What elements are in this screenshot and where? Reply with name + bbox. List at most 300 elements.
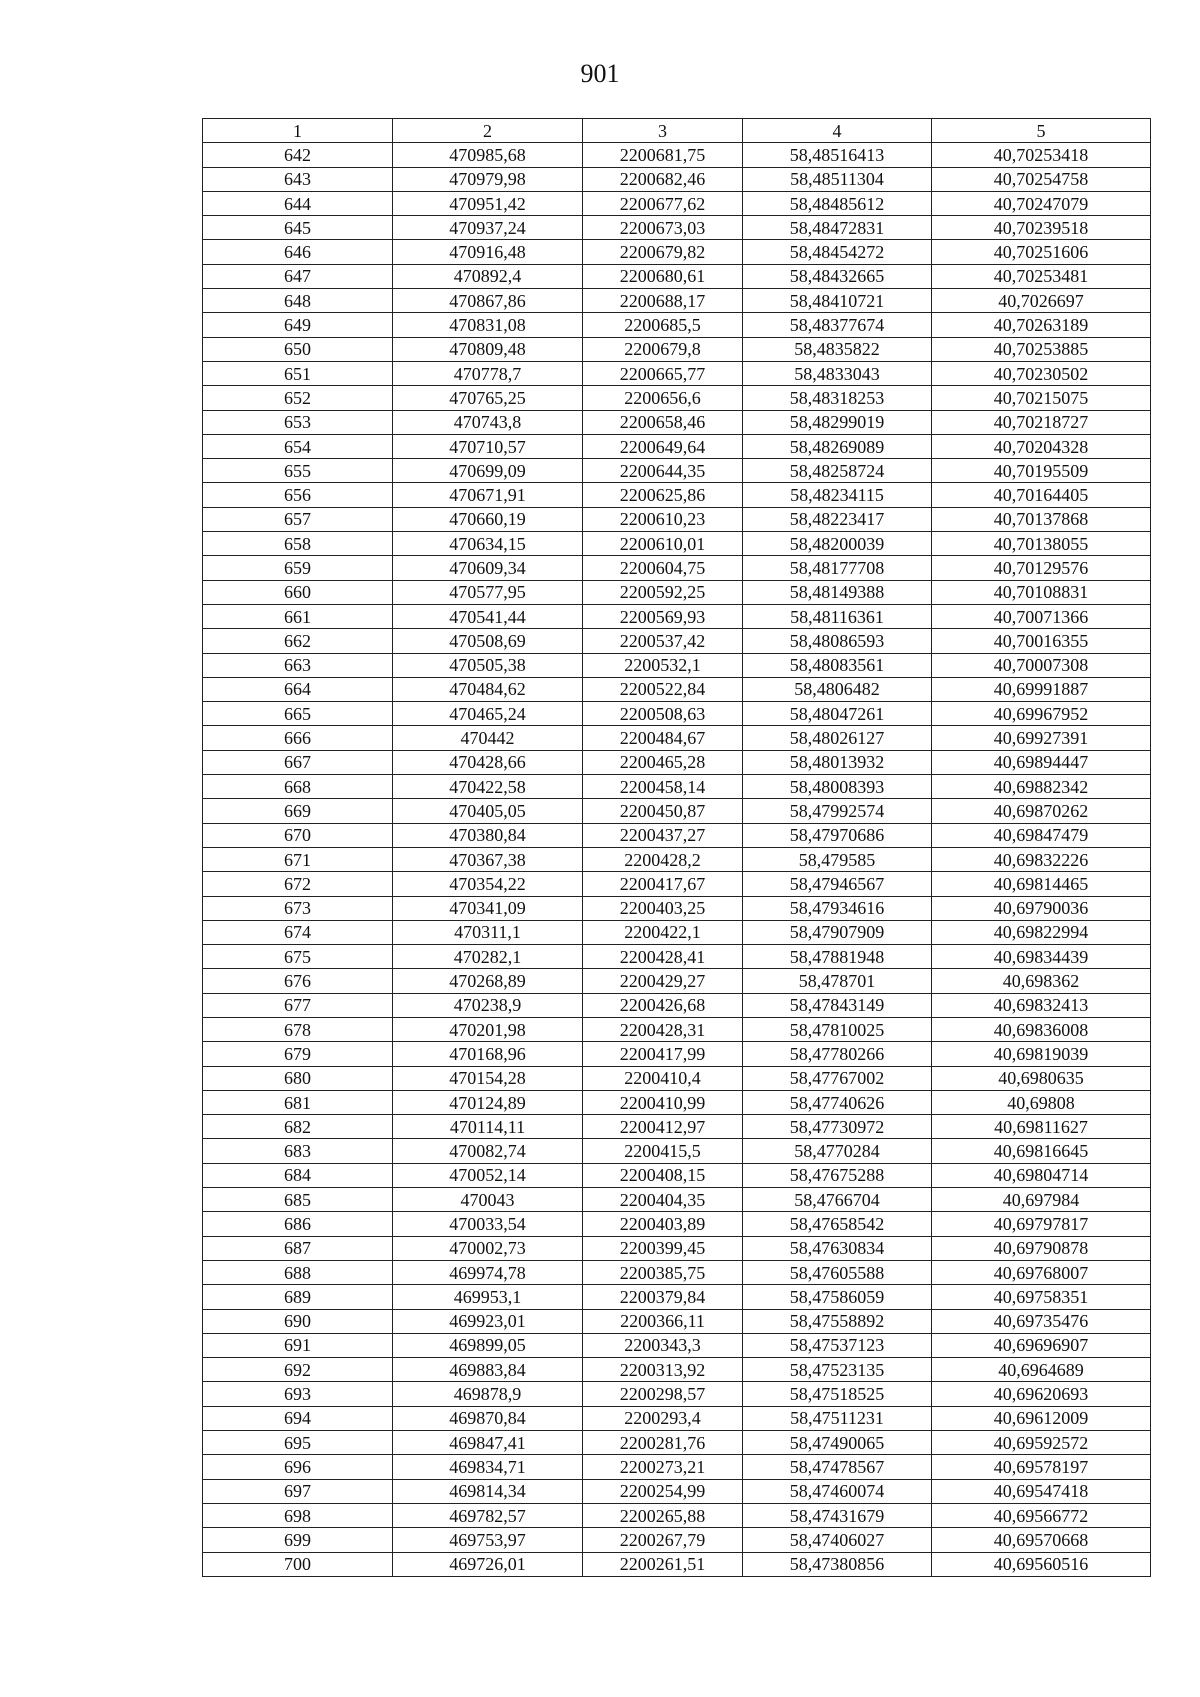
table-cell-col-2: 469878,9 <box>393 1382 583 1406</box>
table-cell-col-2: 470428,66 <box>393 750 583 774</box>
table-cell-col-4: 58,48472831 <box>743 216 932 240</box>
table-row <box>203 969 1151 993</box>
table-cell-col-3: 2200343,3 <box>583 1333 743 1357</box>
table-cell-col-5: 40,70016355 <box>932 629 1151 653</box>
table-cell-col-1: 677 <box>203 993 393 1017</box>
table-cell-col-5: 40,69967952 <box>932 702 1151 726</box>
table-cell-col-3: 2200680,61 <box>583 264 743 288</box>
table-cell-col-2: 469953,1 <box>393 1285 583 1309</box>
table-row <box>203 313 1151 337</box>
table-cell-col-4: 58,4833043 <box>743 361 932 385</box>
table-cell-col-5: 40,69836008 <box>932 1017 1151 1041</box>
column-header-5: 5 <box>932 119 1151 143</box>
table-cell-col-3: 2200422,1 <box>583 920 743 944</box>
table-cell-col-1: 694 <box>203 1406 393 1430</box>
table-cell-col-4: 58,47523135 <box>743 1358 932 1382</box>
table-cell-col-4: 58,48177708 <box>743 556 932 580</box>
table-cell-col-5: 40,69811627 <box>932 1115 1151 1139</box>
table-cell-col-3: 2200681,75 <box>583 143 743 167</box>
table-row <box>203 920 1151 944</box>
table-cell-col-2: 470765,25 <box>393 386 583 410</box>
table-cell-col-5: 40,70138055 <box>932 532 1151 556</box>
table-cell-col-5: 40,69696907 <box>932 1333 1151 1357</box>
table-cell-col-4: 58,48269089 <box>743 434 932 458</box>
table-cell-col-1: 698 <box>203 1503 393 1527</box>
table-cell-col-3: 2200428,31 <box>583 1017 743 1041</box>
table-cell-col-5: 40,69592572 <box>932 1431 1151 1455</box>
table-cell-col-4: 58,47675288 <box>743 1163 932 1187</box>
table-cell-col-4: 58,47881948 <box>743 945 932 969</box>
table-cell-col-5: 40,7026697 <box>932 289 1151 313</box>
table-cell-col-1: 656 <box>203 483 393 507</box>
table-cell-col-5: 40,69834439 <box>932 945 1151 969</box>
table-cell-col-1: 689 <box>203 1285 393 1309</box>
table-row <box>203 775 1151 799</box>
table-cell-col-2: 470465,24 <box>393 702 583 726</box>
table-row <box>203 1358 1151 1382</box>
table-cell-col-1: 691 <box>203 1333 393 1357</box>
table-row <box>203 264 1151 288</box>
table-cell-col-2: 470268,89 <box>393 969 583 993</box>
table-cell-col-3: 2200254,99 <box>583 1479 743 1503</box>
column-header-2: 2 <box>393 119 583 143</box>
table-cell-col-1: 643 <box>203 167 393 191</box>
table-row <box>203 483 1151 507</box>
table-row <box>203 459 1151 483</box>
table-cell-col-2: 470367,38 <box>393 847 583 871</box>
table-cell-col-5: 40,6964689 <box>932 1358 1151 1382</box>
table-cell-col-3: 2200522,84 <box>583 677 743 701</box>
table-cell-col-4: 58,47934616 <box>743 896 932 920</box>
table-cell-col-4: 58,47992574 <box>743 799 932 823</box>
table-cell-col-2: 470867,86 <box>393 289 583 313</box>
table-cell-col-3: 2200685,5 <box>583 313 743 337</box>
table-cell-col-3: 2200261,51 <box>583 1552 743 1576</box>
table-cell-col-1: 647 <box>203 264 393 288</box>
table-cell-col-4: 58,47558892 <box>743 1309 932 1333</box>
table-cell-col-1: 700 <box>203 1552 393 1576</box>
table-row <box>203 1309 1151 1333</box>
table-cell-col-3: 2200426,68 <box>583 993 743 1017</box>
table-cell-col-4: 58,47511231 <box>743 1406 932 1430</box>
table-cell-col-1: 665 <box>203 702 393 726</box>
table-cell-col-5: 40,70254758 <box>932 167 1151 191</box>
table-cell-col-4: 58,48116361 <box>743 604 932 628</box>
table-cell-col-4: 58,48086593 <box>743 629 932 653</box>
column-header-4: 4 <box>743 119 932 143</box>
table-cell-col-2: 470354,22 <box>393 872 583 896</box>
table-cell-col-1: 659 <box>203 556 393 580</box>
table-cell-col-3: 2200592,25 <box>583 580 743 604</box>
table-cell-col-4: 58,47843149 <box>743 993 932 1017</box>
table-cell-col-4: 58,48318253 <box>743 386 932 410</box>
table-cell-col-2: 470831,08 <box>393 313 583 337</box>
table-cell-col-4: 58,48149388 <box>743 580 932 604</box>
table-cell-col-1: 688 <box>203 1260 393 1284</box>
table-cell-col-3: 2200682,46 <box>583 167 743 191</box>
table-cell-col-3: 2200399,45 <box>583 1236 743 1260</box>
table-cell-col-1: 693 <box>203 1382 393 1406</box>
table-cell-col-5: 40,697984 <box>932 1188 1151 1212</box>
table-cell-col-1: 673 <box>203 896 393 920</box>
table-cell-col-5: 40,70230502 <box>932 361 1151 385</box>
table-cell-col-4: 58,47630834 <box>743 1236 932 1260</box>
table-cell-col-3: 2200604,75 <box>583 556 743 580</box>
table-cell-col-4: 58,48485612 <box>743 191 932 215</box>
table-cell-col-5: 40,69822994 <box>932 920 1151 944</box>
table-cell-col-4: 58,47478567 <box>743 1455 932 1479</box>
table-cell-col-5: 40,70204328 <box>932 434 1151 458</box>
table-cell-col-1: 670 <box>203 823 393 847</box>
table-row <box>203 507 1151 531</box>
table-cell-col-5: 40,69790878 <box>932 1236 1151 1260</box>
table-row <box>203 896 1151 920</box>
table-cell-col-2: 470201,98 <box>393 1017 583 1041</box>
table-cell-col-4: 58,47518525 <box>743 1382 932 1406</box>
table-row <box>203 386 1151 410</box>
table-cell-col-2: 470484,62 <box>393 677 583 701</box>
table-cell-col-2: 470951,42 <box>393 191 583 215</box>
table-cell-col-3: 2200625,86 <box>583 483 743 507</box>
table-cell-col-5: 40,69578197 <box>932 1455 1151 1479</box>
table-cell-col-3: 2200417,67 <box>583 872 743 896</box>
table-cell-col-5: 40,69832413 <box>932 993 1151 1017</box>
table-row <box>203 1503 1151 1527</box>
table-cell-col-4: 58,48511304 <box>743 167 932 191</box>
table-cell-col-1: 648 <box>203 289 393 313</box>
table-cell-col-2: 470609,34 <box>393 556 583 580</box>
table-cell-col-5: 40,69832226 <box>932 847 1151 871</box>
table-row <box>203 872 1151 896</box>
table-cell-col-5: 40,69847479 <box>932 823 1151 847</box>
table-row <box>203 1017 1151 1041</box>
table-cell-col-5: 40,69814465 <box>932 872 1151 896</box>
table-cell-col-4: 58,47460074 <box>743 1479 932 1503</box>
table-row <box>203 1066 1151 1090</box>
table-cell-col-1: 692 <box>203 1358 393 1382</box>
table-row <box>203 702 1151 726</box>
coordinates-table <box>202 118 1151 1577</box>
table-cell-col-5: 40,70195509 <box>932 459 1151 483</box>
table-cell-col-2: 470282,1 <box>393 945 583 969</box>
table-cell-col-3: 2200265,88 <box>583 1503 743 1527</box>
table-cell-col-1: 697 <box>203 1479 393 1503</box>
table-row <box>203 1382 1151 1406</box>
table-cell-col-2: 470033,54 <box>393 1212 583 1236</box>
table-cell-col-4: 58,4806482 <box>743 677 932 701</box>
table-row <box>203 847 1151 871</box>
table-cell-col-5: 40,70164405 <box>932 483 1151 507</box>
table-cell-col-5: 40,6980635 <box>932 1066 1151 1090</box>
table-cell-col-5: 40,69804714 <box>932 1163 1151 1187</box>
table-cell-col-2: 470124,89 <box>393 1090 583 1114</box>
table-row <box>203 726 1151 750</box>
table-cell-col-1: 699 <box>203 1528 393 1552</box>
table-cell-col-4: 58,47810025 <box>743 1017 932 1041</box>
table-cell-col-5: 40,69819039 <box>932 1042 1151 1066</box>
table-cell-col-4: 58,47730972 <box>743 1115 932 1139</box>
table-cell-col-3: 2200450,87 <box>583 799 743 823</box>
table-cell-col-3: 2200644,35 <box>583 459 743 483</box>
table-cell-col-4: 58,48454272 <box>743 240 932 264</box>
table-cell-col-2: 469899,05 <box>393 1333 583 1357</box>
table-cell-col-3: 2200508,63 <box>583 702 743 726</box>
table-cell-col-4: 58,48377674 <box>743 313 932 337</box>
table-cell-col-3: 2200532,1 <box>583 653 743 677</box>
table-row <box>203 1285 1151 1309</box>
table-cell-col-5: 40,70251606 <box>932 240 1151 264</box>
table-cell-col-1: 668 <box>203 775 393 799</box>
table-cell-col-5: 40,70263189 <box>932 313 1151 337</box>
table-cell-col-2: 470809,48 <box>393 337 583 361</box>
table-cell-col-2: 469753,97 <box>393 1528 583 1552</box>
table-cell-col-3: 2200385,75 <box>583 1260 743 1284</box>
table-row <box>203 1042 1151 1066</box>
table-cell-col-2: 470043 <box>393 1188 583 1212</box>
page-number: 901 <box>580 59 620 88</box>
table-cell-col-5: 40,69758351 <box>932 1285 1151 1309</box>
table-row <box>203 653 1151 677</box>
table-cell-col-4: 58,47380856 <box>743 1552 932 1576</box>
table-cell-col-3: 2200273,21 <box>583 1455 743 1479</box>
table-cell-col-2: 470505,38 <box>393 653 583 677</box>
table-row <box>203 945 1151 969</box>
table-cell-col-3: 2200665,77 <box>583 361 743 385</box>
table-row <box>203 167 1151 191</box>
table-cell-col-3: 2200679,82 <box>583 240 743 264</box>
table-cell-col-3: 2200673,03 <box>583 216 743 240</box>
table-cell-col-4: 58,47907909 <box>743 920 932 944</box>
table-cell-col-2: 470892,4 <box>393 264 583 288</box>
table-cell-col-5: 40,70253885 <box>932 337 1151 361</box>
table-cell-col-5: 40,70253418 <box>932 143 1151 167</box>
table-cell-col-2: 470778,7 <box>393 361 583 385</box>
table-cell-col-1: 682 <box>203 1115 393 1139</box>
table-row <box>203 1455 1151 1479</box>
table-row <box>203 337 1151 361</box>
table-cell-col-3: 2200417,99 <box>583 1042 743 1066</box>
table-cell-col-2: 470699,09 <box>393 459 583 483</box>
table-cell-col-2: 470979,98 <box>393 167 583 191</box>
table-cell-col-1: 667 <box>203 750 393 774</box>
table-row <box>203 1479 1151 1503</box>
table-cell-col-1: 678 <box>203 1017 393 1041</box>
table-cell-col-3: 2200415,5 <box>583 1139 743 1163</box>
table-cell-col-3: 2200484,67 <box>583 726 743 750</box>
table-cell-col-5: 40,70007308 <box>932 653 1151 677</box>
table-cell-col-3: 2200298,57 <box>583 1382 743 1406</box>
table-cell-col-1: 669 <box>203 799 393 823</box>
table-row <box>203 434 1151 458</box>
table-row <box>203 604 1151 628</box>
table-row <box>203 1528 1151 1552</box>
table-cell-col-4: 58,47586059 <box>743 1285 932 1309</box>
table-cell-col-1: 679 <box>203 1042 393 1066</box>
table-cell-col-1: 658 <box>203 532 393 556</box>
table-row <box>203 1163 1151 1187</box>
table-cell-col-2: 470002,73 <box>393 1236 583 1260</box>
table-cell-col-5: 40,70071366 <box>932 604 1151 628</box>
table-row <box>203 410 1151 434</box>
table-cell-col-4: 58,47658542 <box>743 1212 932 1236</box>
column-header-3: 3 <box>583 119 743 143</box>
table-cell-col-1: 661 <box>203 604 393 628</box>
table-cell-col-1: 649 <box>203 313 393 337</box>
table-cell-col-5: 40,69894447 <box>932 750 1151 774</box>
table-cell-col-5: 40,69768007 <box>932 1260 1151 1284</box>
table-cell-col-5: 40,70247079 <box>932 191 1151 215</box>
table-cell-col-1: 685 <box>203 1188 393 1212</box>
table-cell-col-3: 2200366,11 <box>583 1309 743 1333</box>
table-cell-col-1: 653 <box>203 410 393 434</box>
table-cell-col-5: 40,69870262 <box>932 799 1151 823</box>
table-cell-col-3: 2200569,93 <box>583 604 743 628</box>
table-cell-col-2: 469726,01 <box>393 1552 583 1576</box>
table-cell-col-5: 40,70253481 <box>932 264 1151 288</box>
table-cell-col-1: 686 <box>203 1212 393 1236</box>
table-cell-col-5: 40,69560516 <box>932 1552 1151 1576</box>
table-cell-col-1: 645 <box>203 216 393 240</box>
table-cell-col-3: 2200403,25 <box>583 896 743 920</box>
table-cell-col-4: 58,47780266 <box>743 1042 932 1066</box>
table-cell-col-4: 58,479585 <box>743 847 932 871</box>
table-cell-col-4: 58,48234115 <box>743 483 932 507</box>
table-cell-col-4: 58,478701 <box>743 969 932 993</box>
table-cell-col-4: 58,48223417 <box>743 507 932 531</box>
table-cell-col-5: 40,70218727 <box>932 410 1151 434</box>
table-row <box>203 556 1151 580</box>
table-cell-col-3: 2200656,6 <box>583 386 743 410</box>
table-cell-col-2: 470937,24 <box>393 216 583 240</box>
table-cell-col-4: 58,47605588 <box>743 1260 932 1284</box>
table-cell-col-1: 642 <box>203 143 393 167</box>
table-cell-col-4: 58,48258724 <box>743 459 932 483</box>
table-row <box>203 191 1151 215</box>
table-cell-col-4: 58,48013932 <box>743 750 932 774</box>
table-cell-col-2: 470168,96 <box>393 1042 583 1066</box>
table-cell-col-2: 469974,78 <box>393 1260 583 1284</box>
table-cell-col-2: 470380,84 <box>393 823 583 847</box>
table-row <box>203 799 1151 823</box>
table-cell-col-3: 2200404,35 <box>583 1188 743 1212</box>
table-cell-col-3: 2200313,92 <box>583 1358 743 1382</box>
table-cell-col-1: 671 <box>203 847 393 871</box>
table-cell-col-2: 470985,68 <box>393 143 583 167</box>
table-cell-col-3: 2200658,46 <box>583 410 743 434</box>
table-cell-col-3: 2200428,41 <box>583 945 743 969</box>
table-cell-col-4: 58,47431679 <box>743 1503 932 1527</box>
table-cell-col-1: 690 <box>203 1309 393 1333</box>
table-row <box>203 361 1151 385</box>
table-cell-col-1: 652 <box>203 386 393 410</box>
table-cell-col-3: 2200403,89 <box>583 1212 743 1236</box>
table-cell-col-1: 676 <box>203 969 393 993</box>
table-cell-col-1: 672 <box>203 872 393 896</box>
table-cell-col-2: 470154,28 <box>393 1066 583 1090</box>
table-cell-col-1: 681 <box>203 1090 393 1114</box>
table-cell-col-2: 470052,14 <box>393 1163 583 1187</box>
table-cell-col-2: 470541,44 <box>393 604 583 628</box>
table-cell-col-2: 469923,01 <box>393 1309 583 1333</box>
table-cell-col-4: 58,48299019 <box>743 410 932 434</box>
table-cell-col-5: 40,69797817 <box>932 1212 1151 1236</box>
table-cell-col-4: 58,47537123 <box>743 1333 932 1357</box>
table-cell-col-2: 470660,19 <box>393 507 583 531</box>
table-cell-col-3: 2200410,99 <box>583 1090 743 1114</box>
table-row <box>203 1260 1151 1284</box>
table-cell-col-3: 2200281,76 <box>583 1431 743 1455</box>
table-row <box>203 143 1151 167</box>
table-cell-col-2: 470442 <box>393 726 583 750</box>
table-cell-col-3: 2200458,14 <box>583 775 743 799</box>
table-cell-col-1: 662 <box>203 629 393 653</box>
table-row <box>203 629 1151 653</box>
table-cell-col-5: 40,69566772 <box>932 1503 1151 1527</box>
table-cell-col-2: 470311,1 <box>393 920 583 944</box>
table-cell-col-5: 40,69991887 <box>932 677 1151 701</box>
table-row <box>203 216 1151 240</box>
table-cell-col-3: 2200649,64 <box>583 434 743 458</box>
table-header <box>203 119 1151 143</box>
table-cell-col-1: 674 <box>203 920 393 944</box>
table-cell-col-2: 470341,09 <box>393 896 583 920</box>
table-cell-col-3: 2200379,84 <box>583 1285 743 1309</box>
table-cell-col-5: 40,70108831 <box>932 580 1151 604</box>
table-row <box>203 993 1151 1017</box>
table-cell-col-3: 2200537,42 <box>583 629 743 653</box>
table-cell-col-1: 687 <box>203 1236 393 1260</box>
table-cell-col-3: 2200428,2 <box>583 847 743 871</box>
table-row <box>203 823 1151 847</box>
table-cell-col-4: 58,48516413 <box>743 143 932 167</box>
table-cell-col-4: 58,4766704 <box>743 1188 932 1212</box>
table-cell-col-1: 644 <box>203 191 393 215</box>
table-cell-col-5: 40,698362 <box>932 969 1151 993</box>
table-row <box>203 289 1151 313</box>
table-cell-col-3: 2200610,01 <box>583 532 743 556</box>
table-cell-col-3: 2200267,79 <box>583 1528 743 1552</box>
table-cell-col-2: 470577,95 <box>393 580 583 604</box>
table-cell-col-4: 58,48026127 <box>743 726 932 750</box>
table-cell-col-1: 660 <box>203 580 393 604</box>
table-cell-col-1: 680 <box>203 1066 393 1090</box>
table-cell-col-1: 651 <box>203 361 393 385</box>
table-cell-col-5: 40,69735476 <box>932 1309 1151 1333</box>
table-cell-col-5: 40,69570668 <box>932 1528 1151 1552</box>
table-row <box>203 677 1151 701</box>
table-cell-col-4: 58,47970686 <box>743 823 932 847</box>
table-cell-col-2: 470671,91 <box>393 483 583 507</box>
table-row <box>203 1188 1151 1212</box>
table-row <box>203 1333 1151 1357</box>
table-cell-col-4: 58,48410721 <box>743 289 932 313</box>
table-cell-col-3: 2200429,27 <box>583 969 743 993</box>
table-cell-col-1: 646 <box>203 240 393 264</box>
table-cell-col-3: 2200293,4 <box>583 1406 743 1430</box>
table-cell-col-5: 40,69612009 <box>932 1406 1151 1430</box>
table-cell-col-5: 40,70239518 <box>932 216 1151 240</box>
table-cell-col-2: 470422,58 <box>393 775 583 799</box>
table-cell-col-2: 469814,34 <box>393 1479 583 1503</box>
table-row <box>203 240 1151 264</box>
table-cell-col-1: 655 <box>203 459 393 483</box>
table-cell-col-5: 40,69882342 <box>932 775 1151 799</box>
table-cell-col-5: 40,70215075 <box>932 386 1151 410</box>
table-cell-col-2: 469883,84 <box>393 1358 583 1382</box>
table-cell-col-4: 58,48047261 <box>743 702 932 726</box>
table-cell-col-2: 470508,69 <box>393 629 583 653</box>
table-cell-col-4: 58,48083561 <box>743 653 932 677</box>
